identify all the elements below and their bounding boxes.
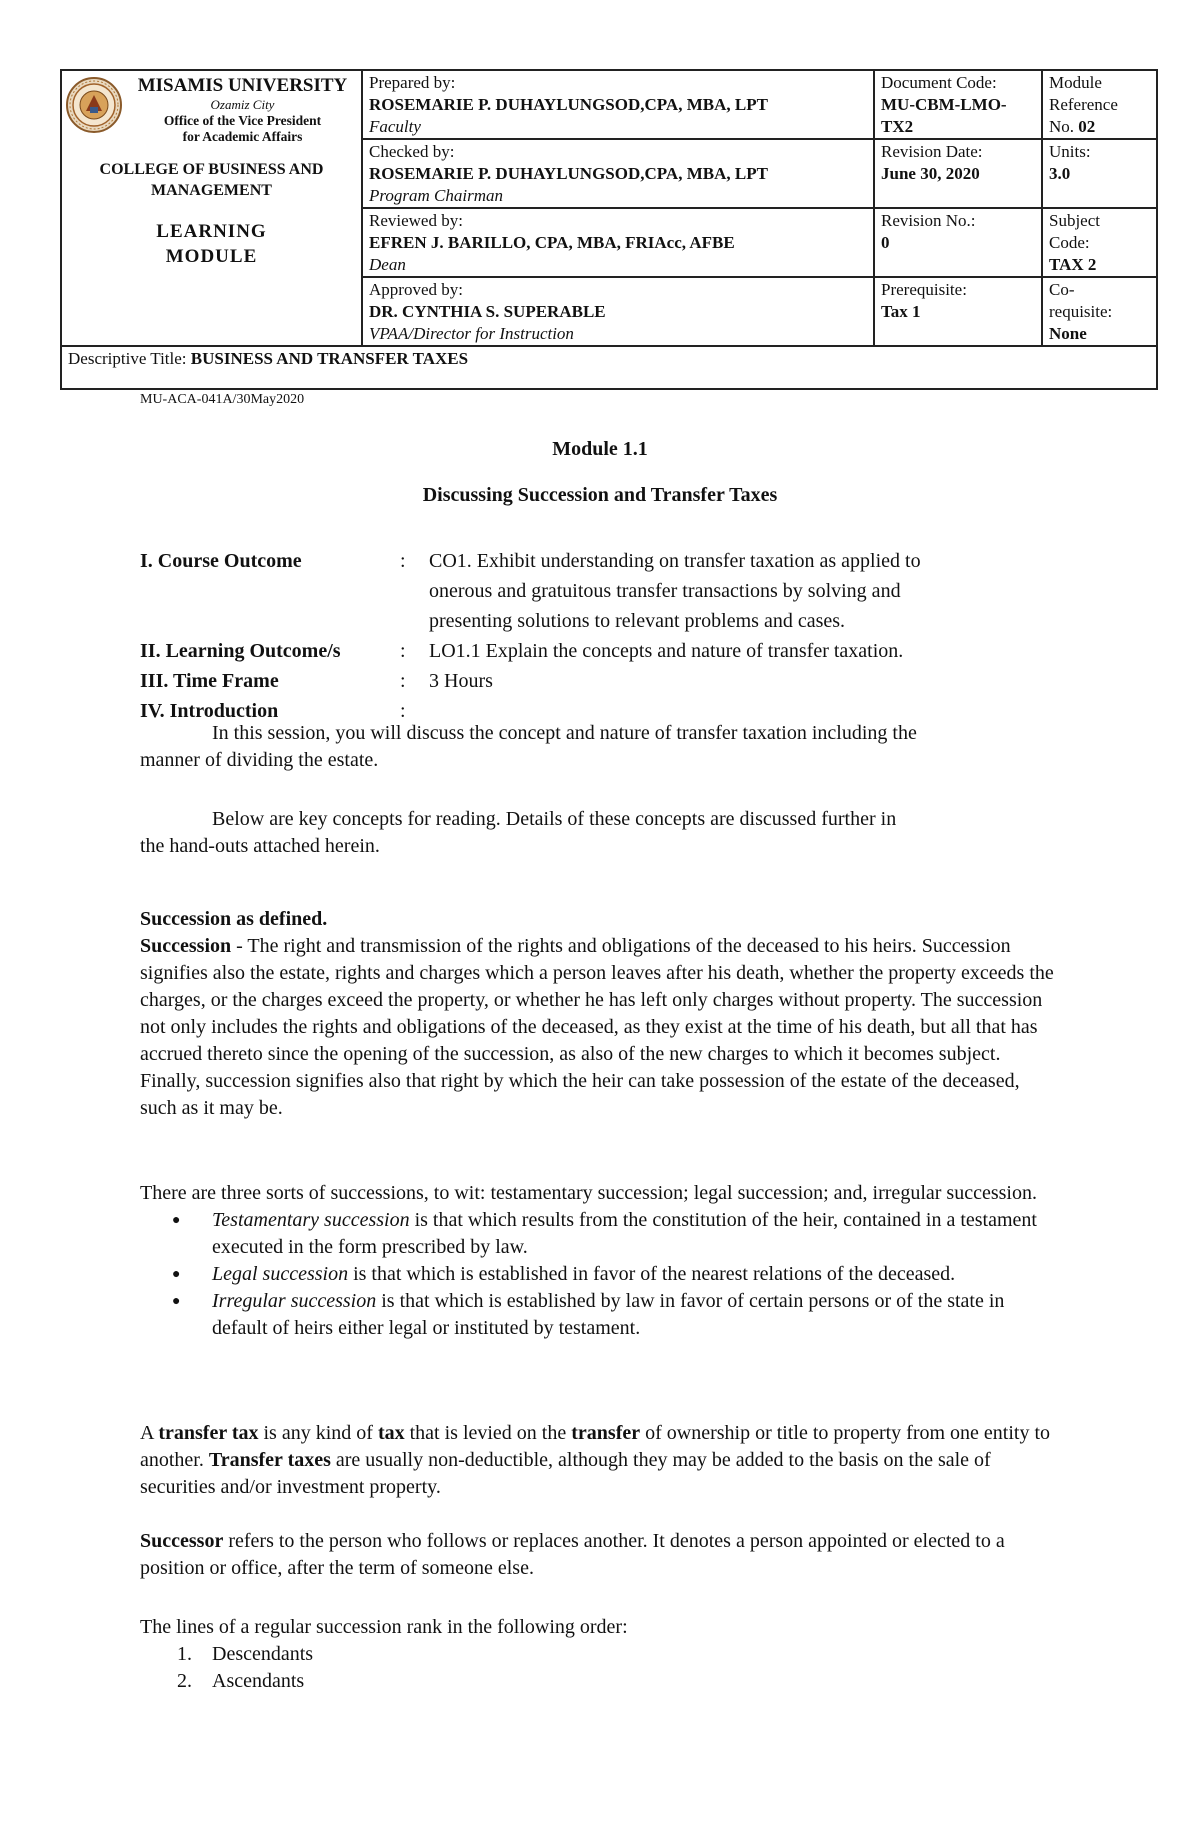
colon: : — [400, 550, 406, 572]
course-outcome-line-2: onerous and gratuitous transfer transactions by solving and — [429, 580, 901, 602]
intro-paragraph-2 — [140, 806, 1060, 860]
approved-name: DR. CYNTHIA S. SUPERABLE — [369, 302, 606, 321]
checked-by-cell — [362, 139, 874, 208]
sort-term: Legal succession — [212, 1263, 349, 1285]
tt-text: that is levied on the — [404, 1422, 572, 1444]
checked-name: ROSEMARIE P. DUHAYLUNGSOD,CPA, MBA, LPT — [369, 164, 768, 183]
list-text: Descendants — [212, 1643, 314, 1665]
university-info-cell — [61, 70, 362, 346]
module-outline — [140, 546, 1040, 726]
lines-intro: The lines of a regular succession rank in the following order: — [140, 1616, 628, 1638]
prepared-label: Prepared by: — [369, 73, 456, 92]
revision-date-label: Revision Date: — [881, 142, 983, 161]
list-item — [212, 1288, 1060, 1342]
list-item — [212, 1261, 1060, 1288]
reviewed-label: Reviewed by: — [369, 211, 463, 230]
module-header-table — [60, 69, 1158, 390]
colon: : — [400, 640, 406, 662]
units-value: 3.0 — [1049, 164, 1071, 183]
list-text: Ascendants — [212, 1670, 305, 1692]
doc-code-line-2: TX2 — [881, 117, 914, 136]
corequisite-value: None — [1049, 324, 1087, 343]
module-reference-cell — [1042, 70, 1157, 139]
module-ref-number: 02 — [1078, 117, 1096, 136]
course-outcome-key: I. Course Outcome — [140, 550, 302, 572]
sort-text: is that which is established by law in favor of certain persons or of the state in default of heirs either legal or instituted by testament. — [212, 1290, 1005, 1339]
reviewed-role: Dean — [369, 255, 406, 274]
university-name: MISAMIS UNIVERSITY — [137, 75, 348, 96]
prerequisite-label: Prerequisite: — [881, 280, 967, 299]
revision-date-cell — [874, 139, 1042, 208]
course-outcome-row — [140, 546, 1040, 636]
reviewed-name: EFREN J. BARILLO, CPA, MBA, FRIAcc, AFBE — [369, 233, 735, 252]
corequisite-label-1: Co- — [1049, 280, 1075, 299]
sort-text: is that which is established in favor of the nearest relations of the deceased. — [348, 1263, 956, 1285]
office-line-1: Office of the Vice President — [163, 113, 322, 128]
list-item — [212, 1207, 1060, 1261]
sort-term: Testamentary succession — [212, 1209, 410, 1231]
tax-term: tax — [377, 1422, 405, 1444]
corequisite-label-2: requisite: — [1049, 302, 1113, 321]
tt-text: A — [140, 1422, 159, 1444]
prerequisite-value: Tax 1 — [881, 302, 921, 321]
list-item — [177, 1641, 1060, 1668]
checked-role: Program Chairman — [369, 186, 503, 205]
descriptive-title-value: BUSINESS AND TRANSFER TAXES — [190, 349, 469, 368]
module-ref-label-1: Module — [1049, 73, 1102, 92]
intro-paragraph-1 — [140, 720, 1060, 774]
tt-text: is any kind of — [258, 1422, 378, 1444]
university-city: Ozamiz City — [210, 97, 275, 112]
learning-outcome-key: II. Learning Outcome/s — [140, 640, 341, 662]
transfer-term: transfer — [571, 1422, 641, 1444]
learning-label: LEARNING — [156, 221, 267, 242]
approved-role: VPAA/Director for Instruction — [369, 324, 574, 343]
corequisite-cell — [1042, 277, 1157, 346]
transfer-tax-paragraph — [140, 1420, 1060, 1501]
document-code-cell — [874, 70, 1042, 139]
successor-def-text: refers to the person who follows or replaces another. It denotes a person appointed or elected to a position or office, after the term of someone else. — [140, 1530, 1005, 1579]
doc-code-line-1: MU-CBM-LMO- — [881, 95, 1007, 114]
university-seal-icon — [66, 77, 122, 133]
course-outcome-line-1: CO1. Exhibit understanding on transfer taxation as applied to — [429, 550, 921, 572]
transfer-taxes-term: Transfer taxes — [208, 1449, 331, 1471]
revision-date-value: June 30, 2020 — [881, 164, 980, 183]
learning-outcome-value: LO1.1 Explain the concepts and nature of transfer taxation. — [429, 640, 904, 662]
sorts-section — [140, 1180, 1060, 1342]
course-outcome-value — [429, 546, 1040, 636]
lines-section — [140, 1614, 1060, 1695]
time-frame-row — [140, 666, 1040, 696]
time-frame-value: 3 Hours — [429, 670, 493, 692]
college-line-1: COLLEGE OF BUSINESS AND — [99, 161, 324, 178]
course-outcome-line-3: presenting solutions to relevant problems and cases. — [429, 610, 846, 632]
introduction-key: IV. Introduction — [140, 700, 279, 722]
college-name — [66, 159, 357, 201]
sort-term: Irregular succession — [212, 1290, 377, 1312]
intro-p2-line-2: the hand-outs attached herein. — [140, 835, 380, 857]
succession-definition — [140, 933, 1060, 1122]
descriptive-title-label: Descriptive Title: — [68, 349, 187, 368]
units-cell — [1042, 139, 1157, 208]
learning-module-label — [66, 219, 357, 269]
sort-text: is that which results from the constitution of the heir, contained in a testament executed in the form prescribed by law. — [212, 1209, 1037, 1258]
doc-code-label: Document Code: — [881, 73, 997, 92]
succession-term: Succession — [140, 935, 232, 957]
succession-heading: Succession as defined. — [140, 908, 328, 930]
sorts-intro: There are three sorts of successions, to wit: testamentary succession; legal succession; and, irregular succession. — [140, 1182, 1037, 1204]
intro-p1-line-1: In this session, you will discuss the concept and nature of transfer taxation including the — [212, 722, 917, 744]
college-line-2: MANAGEMENT — [151, 182, 272, 199]
successor-term: Successor — [140, 1530, 224, 1552]
subject-code-value: TAX 2 — [1049, 255, 1097, 274]
module-ref-label-3: No. — [1049, 117, 1075, 136]
approved-label: Approved by: — [369, 280, 463, 299]
module-title: Module 1.1 — [552, 438, 648, 460]
module-label: MODULE — [165, 246, 258, 267]
module-ref-label-2: Reference — [1049, 95, 1118, 114]
subject-label-2: Code: — [1049, 233, 1090, 252]
revision-no-label: Revision No.: — [881, 211, 976, 230]
colon: : — [400, 670, 406, 692]
reviewed-by-cell — [362, 208, 874, 277]
module-subtitle: Discussing Succession and Transfer Taxes — [422, 484, 778, 506]
units-label: Units: — [1049, 142, 1091, 161]
subject-code-cell — [1042, 208, 1157, 277]
checked-label: Checked by: — [369, 142, 455, 161]
succession-def-text: - The right and transmission of the rights and obligations of the deceased to his heirs. Succession signifies also the estate, rights and charges which a person leaves after his death, whether the property exceeds the charges, or the charges exceed the property, or whether he has left only charges without property. The succession not only includes the rights and obligations of the deceased, as they exist at the time of his death, but all that has accrued thereto since the opening of the succession, as also of the new charges to which it becomes subject. Finally, succession signifies also that right by which the heir can take possession of the estate of the deceased, such as it may be. — [140, 935, 1054, 1119]
prepared-name: ROSEMARIE P. DUHAYLUNGSOD,CPA, MBA, LPT — [369, 95, 768, 114]
successor-paragraph — [140, 1528, 1060, 1582]
list-number: 1. — [177, 1643, 192, 1665]
colon: : — [400, 700, 406, 722]
prerequisite-cell — [874, 277, 1042, 346]
list-number: 2. — [177, 1670, 192, 1692]
revision-no-value: 0 — [881, 233, 890, 252]
lines-list — [140, 1641, 1060, 1695]
descriptive-title-cell — [61, 346, 1157, 389]
approved-by-cell — [362, 277, 874, 346]
succession-section — [140, 906, 1060, 1122]
prepared-by-cell — [362, 70, 874, 139]
tt-text: of ownership or title to property from one entity to another. — [140, 1422, 1051, 1471]
tt-text: are usually non-deductible, although they may be added to the basis on the sale of securities and/or investment property. — [140, 1449, 991, 1498]
transfer-tax-term: transfer tax — [158, 1422, 259, 1444]
office-line-2: for Academic Affairs — [182, 129, 303, 144]
form-code: MU-ACA-041A/30May2020 — [140, 392, 305, 407]
intro-p1-line-2: manner of dividing the estate. — [140, 749, 379, 771]
list-item — [177, 1668, 1060, 1695]
learning-outcome-row — [140, 636, 1040, 666]
revision-number-cell — [874, 208, 1042, 277]
intro-p2-line-1: Below are key concepts for reading. Details of these concepts are discussed further in — [212, 808, 897, 830]
time-frame-key: III. Time Frame — [140, 670, 279, 692]
subject-label-1: Subject — [1049, 211, 1100, 230]
sorts-list — [140, 1207, 1060, 1342]
prepared-role: Faculty — [369, 117, 421, 136]
